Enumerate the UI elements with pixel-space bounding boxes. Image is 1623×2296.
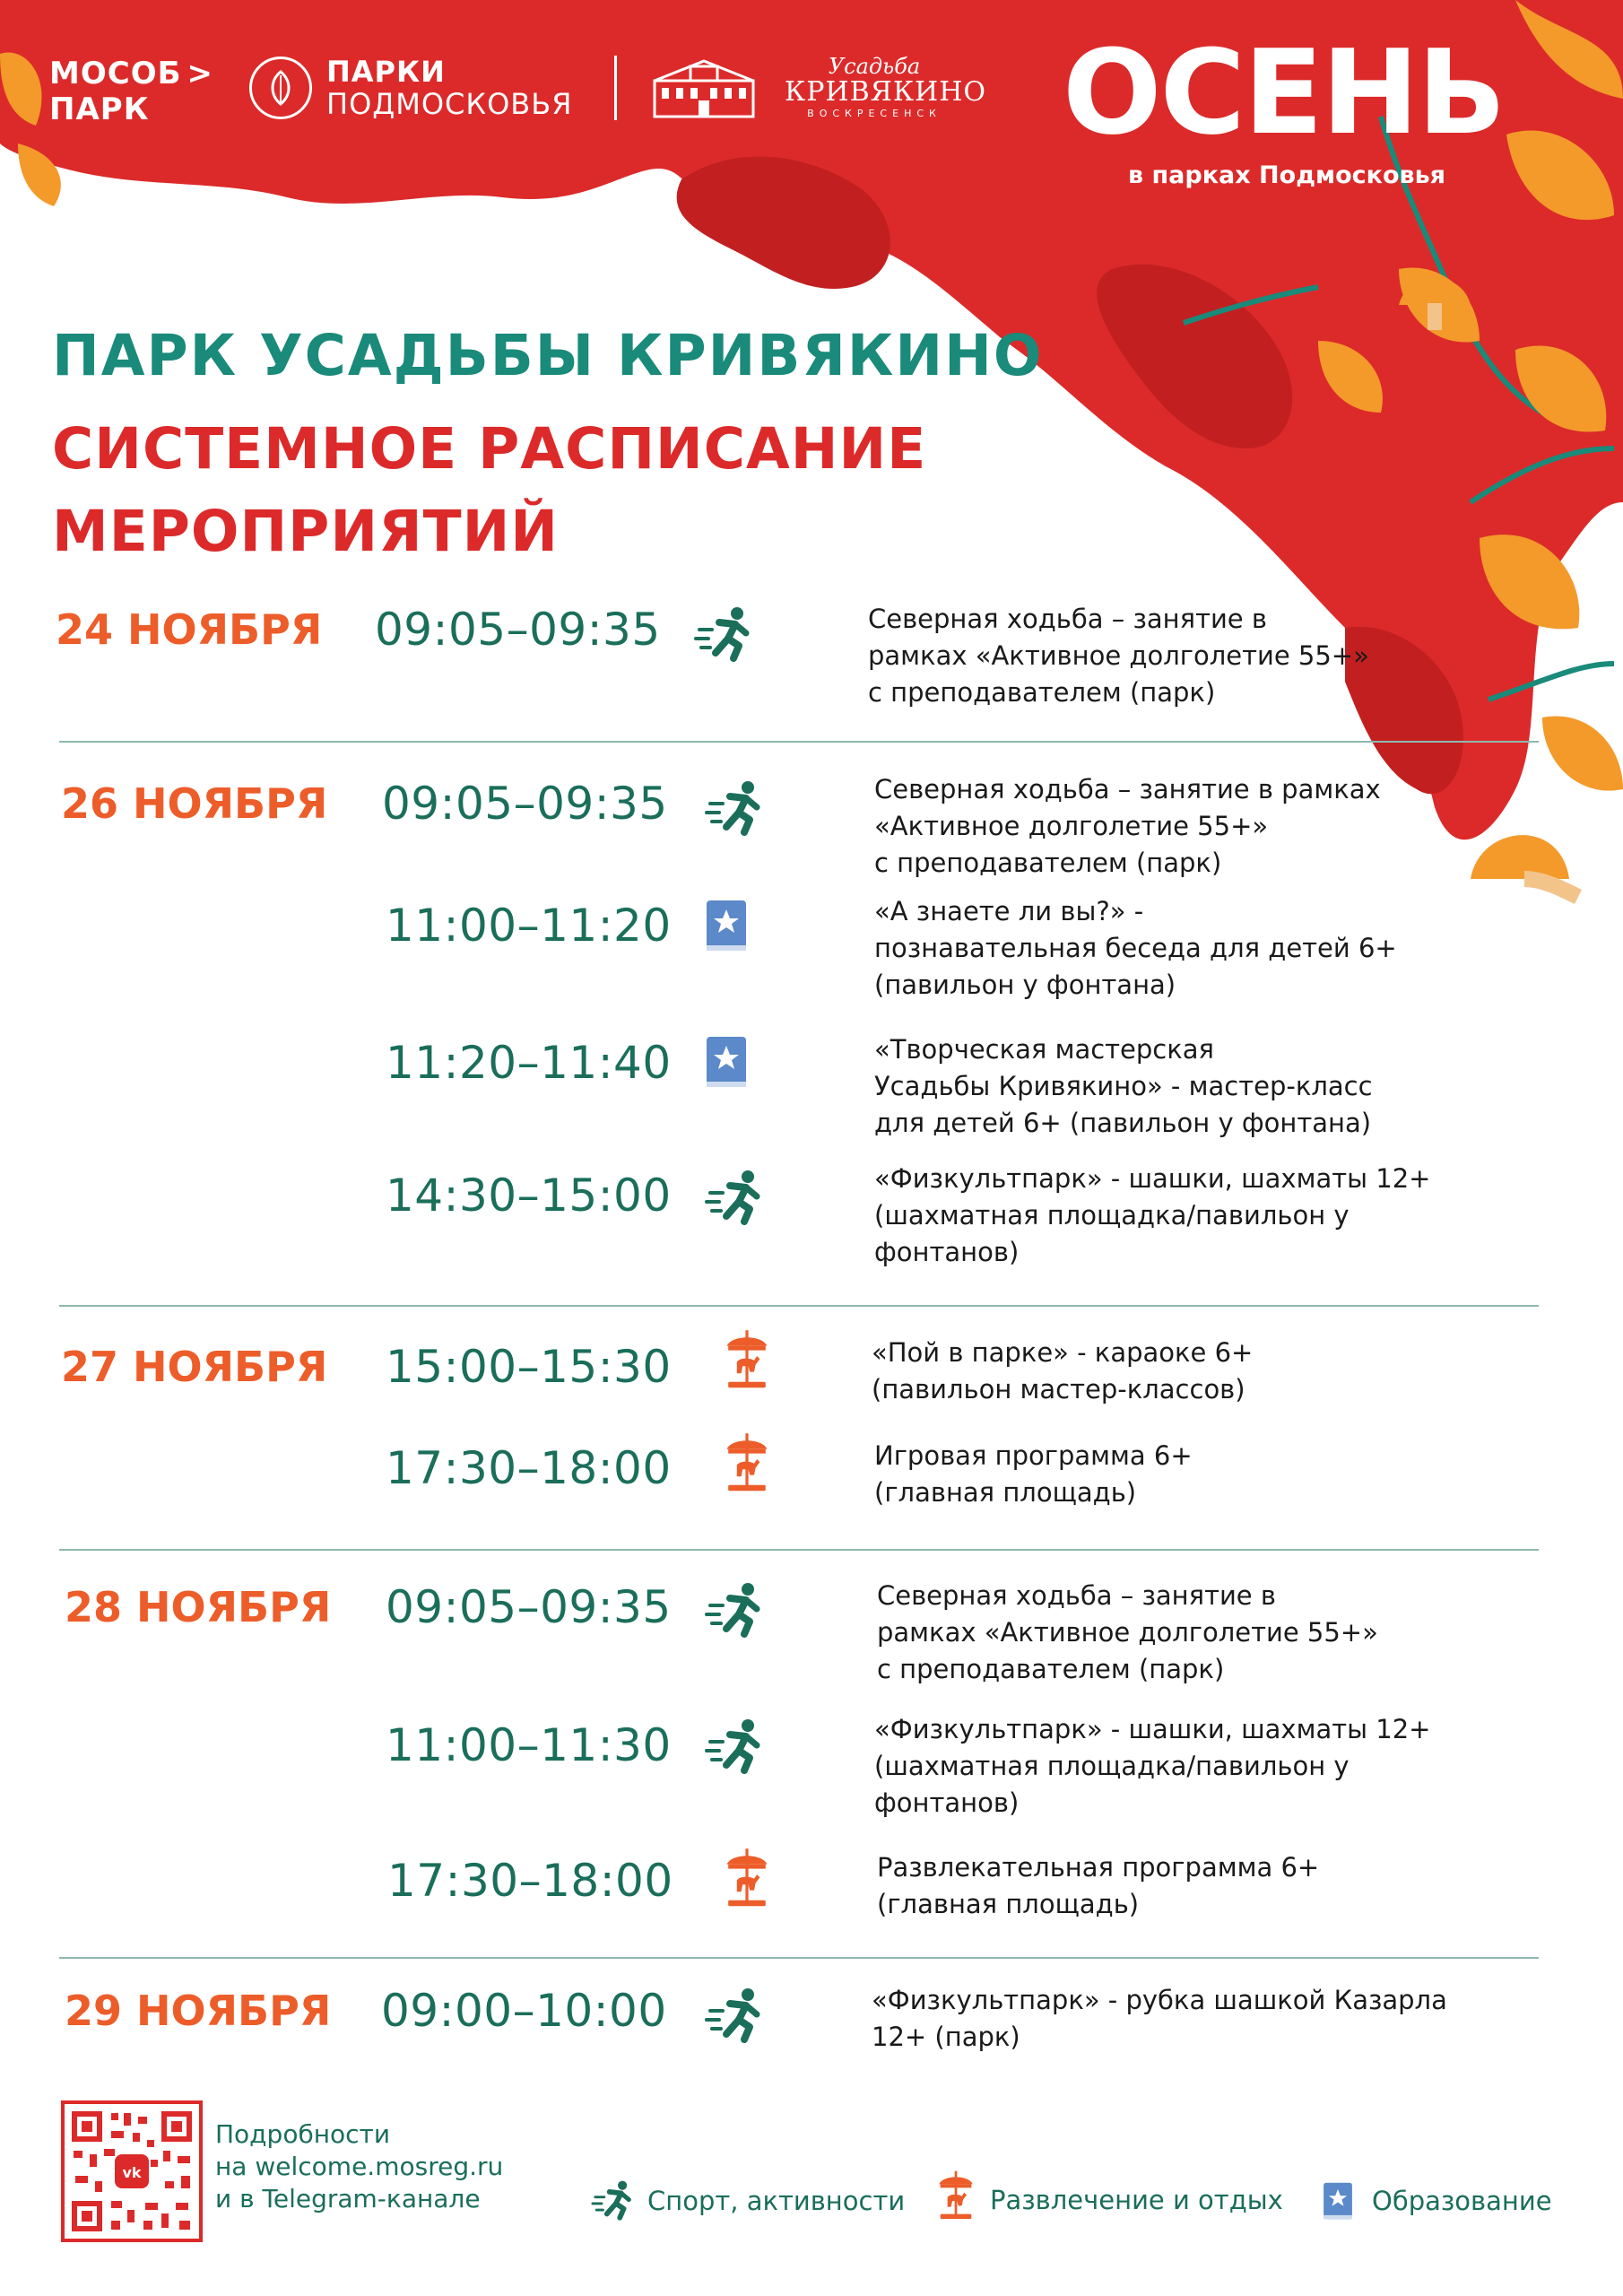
brand-subtitle: в парках Подмосковья [1128, 161, 1445, 189]
event-time: 14:30–15:00 [386, 1170, 672, 1222]
legend-label: Образование [1372, 2186, 1552, 2216]
legend-education [1315, 2178, 1552, 2224]
sport-icon [692, 603, 757, 667]
event-time: 09:00–10:00 [381, 1985, 667, 2037]
arrow-icon: > [187, 56, 214, 91]
day-separator [59, 1305, 1539, 1307]
event-time: 11:20–11:40 [386, 1037, 672, 1089]
event-description: «Физкультпарк» - рубка шашкой Казарла 12+ (парк) [872, 1985, 1447, 2052]
logo-usadba-city: ВОСКРЕСЕНСК [807, 108, 942, 119]
carousel-icon [715, 1431, 779, 1495]
event-description: «А знаете ли вы?» - познавательная беседа для детей 6+ (павильон у фонтана) [874, 896, 1397, 1000]
event-description: Северная ходьба – занятие в рамках «Активное долголетие 55+» с преподавателем (парк) [877, 1580, 1378, 1684]
sport-icon [703, 1166, 768, 1231]
event-description: Развлекательная программа 6+ (главная площадь) [877, 1852, 1320, 1919]
logo-usadba-script: Усадьба [828, 54, 921, 79]
day-date: 26 НОЯБРЯ [61, 779, 328, 828]
education-icon [694, 893, 759, 958]
manor-house-icon [646, 54, 762, 126]
usadba-krivyakino-logo [785, 54, 986, 119]
day-date: 29 НОЯБРЯ [65, 1987, 332, 2035]
brand-title: ОСЕНЬ [1063, 24, 1505, 161]
sport-icon [703, 1578, 768, 1643]
carousel-icon [933, 2169, 979, 2222]
park-title: ПАРК УСАДЬБЫ КРИВЯКИНО [52, 323, 1044, 388]
legend-entertainment [933, 2169, 1283, 2222]
day-date: 28 НОЯБРЯ [65, 1583, 332, 1631]
logo-mosobl-line1: МОСОБ [49, 56, 182, 91]
logo-parki-line1: ПАРКИ [326, 55, 446, 89]
mosoblpark-logo [49, 56, 213, 127]
sport-icon [703, 1984, 768, 2048]
qr-code[interactable] [61, 2100, 203, 2242]
event-time: 09:05–09:35 [382, 778, 668, 830]
details-text: Подробности на welcome.mosreg.ru и в Telegram-канале [215, 2119, 504, 2213]
event-time: 09:05–09:35 [375, 604, 661, 656]
day-date: 27 НОЯБРЯ [61, 1343, 328, 1391]
event-description: Северная ходьба – занятие в рамках «Активное долголетие 55+» с преподавателем (парк) [868, 604, 1369, 708]
svg-text:vk: vk [122, 2164, 142, 2181]
carousel-icon [715, 1327, 779, 1392]
sport-icon [703, 777, 768, 841]
event-description: «Физкультпарк» - шашки, шахматы 12+ (шахматная площадка/павильон у фонтанов) [874, 1714, 1431, 1818]
sport-icon [590, 2178, 637, 2224]
event-time: 17:30–18:00 [387, 1855, 673, 1907]
event-time: 09:05–09:35 [386, 1581, 672, 1633]
education-icon [1315, 2178, 1361, 2224]
event-time: 17:30–18:00 [386, 1442, 672, 1494]
logo-divider [614, 56, 617, 120]
day-date: 24 НОЯБРЯ [56, 605, 323, 654]
event-time: 15:00–15:30 [386, 1341, 672, 1393]
day-separator [59, 1957, 1539, 1959]
event-description: «Пой в парке» - караоке 6+ (павильон мастер-классов) [872, 1337, 1254, 1405]
leaf-emblem-icon [249, 57, 312, 119]
parki-podmoskovya-logo [249, 56, 572, 120]
legend-label: Развлечение и отдых [990, 2185, 1283, 2215]
logo-parki-line2: ПОДМОСКОВЬЯ [326, 87, 573, 121]
day-separator [59, 741, 1539, 743]
education-icon [694, 1030, 759, 1094]
legend-label: Спорт, активности [647, 2186, 906, 2216]
event-time: 11:00–11:30 [386, 1719, 672, 1771]
carousel-icon [715, 1846, 779, 1910]
logo-mosobl-line2: ПАРК [49, 91, 150, 127]
event-description: Северная ходьба – занятие в рамках «Активное долголетие 55+» с преподавателем (парк) [874, 774, 1381, 878]
event-description: «Творческая мастерская Усадьбы Кривякино» - мастер-класс для детей 6+ (павильон у фонтана) [874, 1034, 1373, 1138]
sport-icon [703, 1715, 768, 1779]
event-time: 11:00–11:20 [386, 900, 672, 952]
logo-usadba-name: КРИВЯКИНО [785, 76, 986, 108]
schedule-title: СИСТЕМНОЕ РАСПИСАНИЕ МЕРОПРИЯТИЙ [52, 416, 927, 564]
legend-sport [590, 2178, 905, 2224]
day-separator [59, 1549, 1539, 1551]
event-description: Игровая программа 6+ (главная площадь) [874, 1440, 1193, 1508]
event-description: «Физкультпарк» - шашки, шахматы 12+ (шахматная площадка/павильон у фонтанов) [874, 1163, 1431, 1267]
